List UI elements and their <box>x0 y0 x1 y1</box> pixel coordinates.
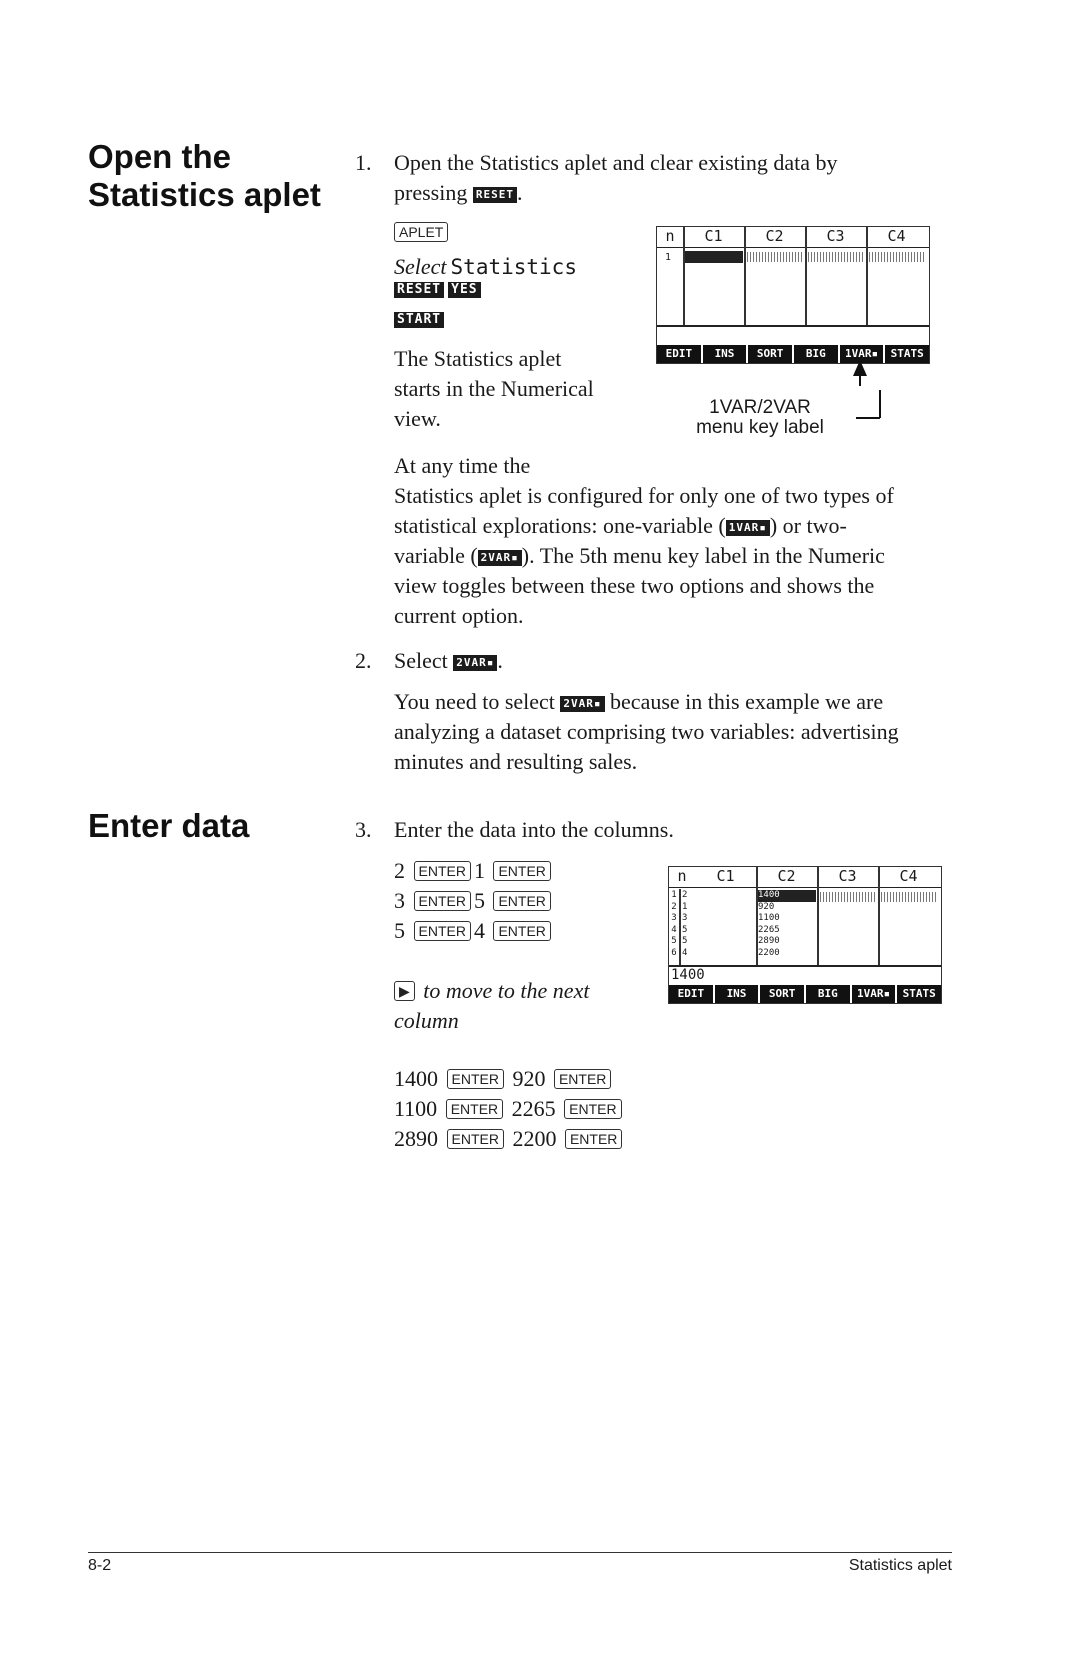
keystrokes-c1 <box>394 856 554 946</box>
enter-key: ENTER <box>414 861 471 881</box>
step-2-text: Select 2VAR▪ . <box>394 648 503 673</box>
c1-entry-row: 5 ENTER 4 ENTER <box>394 916 554 946</box>
screen-1-header: n C1 C2 C3 C4 <box>657 227 929 248</box>
step-2-paragraph: You need to select 2VAR▪ because in this example we are analyzing a dataset comprising two variables: advertising minutes and resulting sales. <box>394 689 899 774</box>
c1-entry-row: 3 ENTER 5 ENTER <box>394 886 554 916</box>
screen-2-edit-line: 1400 <box>671 967 705 983</box>
enter-key: ENTER <box>414 921 471 941</box>
enter-key: ENTER <box>493 891 550 911</box>
heading-open-statistics: Open the Statistics aplet <box>88 138 321 213</box>
enter-key: ENTER <box>414 891 471 911</box>
step-1-line-2: pressing RESET . <box>394 180 523 205</box>
step-3-text: Enter the data into the columns. <box>394 817 674 842</box>
c2-entry-row: 2890 ENTER 2200 ENTER <box>394 1124 625 1154</box>
c2-entry-row: 1400 ENTER 920 ENTER <box>394 1064 625 1094</box>
screen-2-cursor-cell: 1400 <box>758 890 816 902</box>
screen-1-row-number: 1 <box>665 252 672 263</box>
start-softkey: START <box>394 312 444 328</box>
step-2-number: 2. <box>355 648 372 673</box>
screen-2-column-c1: 2 1 3 5 5 4 <box>682 890 688 958</box>
2var-key-step: 2VAR▪ <box>453 655 497 671</box>
calculator-screen-data <box>668 866 942 1004</box>
screen-2-softkeys: EDIT INS SORT BIG 1VAR▪ STATS <box>669 985 941 1003</box>
enter-key: ENTER <box>564 1099 621 1119</box>
heading-enter-data: Enter data <box>88 807 250 844</box>
footer-chapter-title: Statistics aplet <box>848 1557 952 1574</box>
c1-entry-row: 2 ENTER 1 ENTER <box>394 856 554 886</box>
enter-key: ENTER <box>493 861 550 881</box>
step-3-number: 3. <box>355 817 372 842</box>
footer-rule <box>88 1552 952 1553</box>
enter-key: ENTER <box>493 921 550 941</box>
calculator-screen-empty <box>656 226 930 364</box>
screen-2-column-c2: 1400 920 1100 2265 2890 2200 <box>758 890 816 959</box>
enter-key: ENTER <box>447 1129 504 1149</box>
enter-key: ENTER <box>554 1069 611 1089</box>
screen-1-cursor-cell <box>685 251 743 263</box>
reset-key: RESET <box>473 187 517 203</box>
screen-1-softkeys: EDIT INS SORT BIG 1VAR▪ STATS <box>657 345 929 363</box>
keystrokes-1: APLET Select Statistics RESET YES START <box>394 224 577 327</box>
aplet-key: APLET <box>394 222 448 242</box>
side-note-numerical-view: The Statistics aplet starts in the Numerical view. <box>394 346 594 431</box>
step-1-line-1: Open the Statistics aplet and clear existing data by <box>394 150 838 175</box>
2var-key-para: 2VAR▪ <box>560 696 604 712</box>
screen-2-row-numbers: 1 2 3 4 5 6 <box>671 890 677 958</box>
reset-softkey: RESET <box>394 282 444 298</box>
statistics-app-name: Statistics <box>450 255 577 279</box>
2var-key: 2VAR▪ <box>478 550 522 566</box>
enter-key: ENTER <box>447 1069 504 1089</box>
callout-label: 1VAR/2VAR menu key label <box>696 397 824 438</box>
paragraph-variable-types: At any time the Statistics aplet is configured for only one of two types of statistical explorations: one-variable ( 1VAR▪ ) or two- variable ( 2VAR▪ ). The 5th menu key label in the Numeric view toggles between these two options and shows the current option. <box>394 453 894 628</box>
1var-key: 1VAR▪ <box>726 520 770 536</box>
enter-key: ENTER <box>565 1129 622 1149</box>
yes-softkey: YES <box>448 282 480 298</box>
screen-2-header: n C1 C2 C3 C4 <box>669 867 941 888</box>
step-1-number: 1. <box>355 150 372 175</box>
step-1-text <box>394 148 954 208</box>
c2-entry-row: 1100 ENTER 2265 ENTER <box>394 1094 625 1124</box>
keystrokes-c2 <box>394 1064 625 1154</box>
right-arrow-key: ▶ <box>394 981 415 1001</box>
move-column-note: ▶ to move to the next column <box>394 978 590 1033</box>
footer-page-number: 8-2 <box>88 1557 112 1574</box>
enter-key: ENTER <box>446 1099 503 1119</box>
